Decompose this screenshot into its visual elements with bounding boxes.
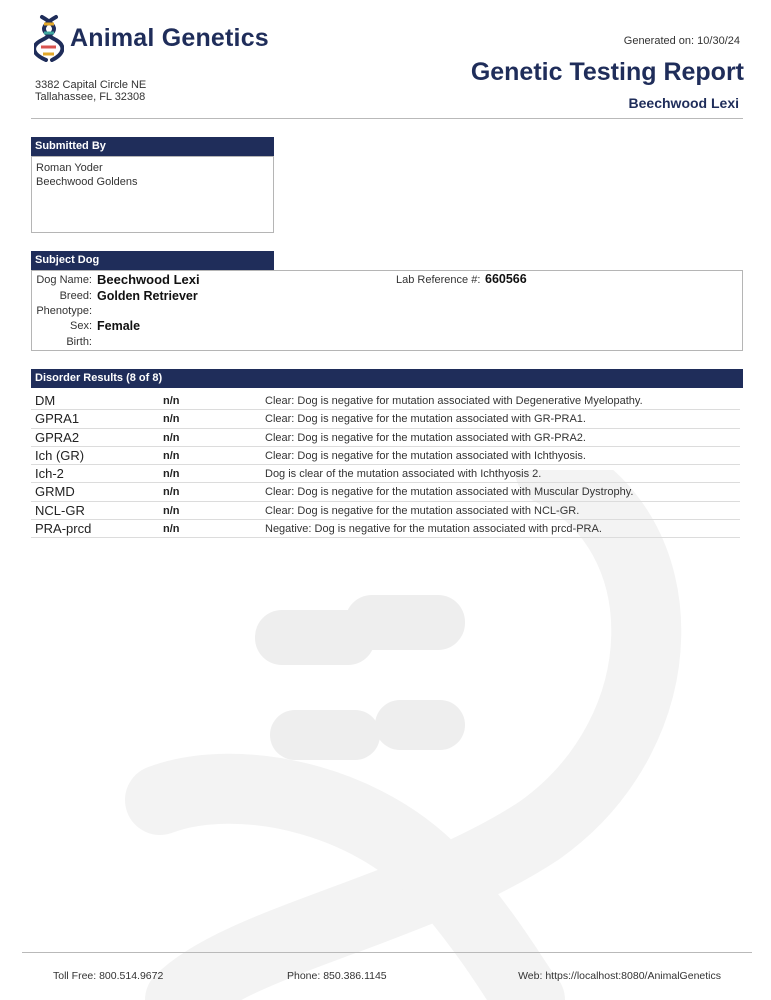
result-description: Clear: Dog is negative for the mutation associated with GR-PRA2. <box>265 431 586 444</box>
breed-value: Golden Retriever <box>97 289 198 303</box>
header-divider <box>31 118 743 119</box>
result-description: Clear: Dog is negative for the mutation associated with Ichthyosis. <box>265 449 586 462</box>
genotype: n/n <box>163 486 180 499</box>
subject-dog-header: Subject Dog <box>31 251 274 270</box>
lab-address <box>35 79 146 103</box>
generated-date <box>624 35 740 47</box>
submitter-name: Roman Yoder <box>36 162 103 174</box>
result-description: Dog is clear of the mutation associated with Ichthyosis 2. <box>265 468 542 480</box>
result-description: Clear: Dog is negative for the mutation associated with Muscular Dystrophy. <box>265 486 634 499</box>
genotype: n/n <box>163 522 180 535</box>
dog-name-label: Dog Name: <box>36 274 92 286</box>
phenotype-label: Phenotype: <box>36 305 92 317</box>
result-description: Clear: Dog is negative for mutation associated with Degenerative Myelopathy. <box>265 395 643 407</box>
dog-name-value: Beechwood Lexi <box>97 272 200 287</box>
brand-logo <box>34 14 269 62</box>
breed-label: Breed: <box>59 290 92 302</box>
sex-value: Female <box>97 319 141 333</box>
address-line-1: 3382 Capital Circle NE <box>35 79 147 91</box>
disorder-code: Ich (GR) <box>35 447 85 463</box>
disorder-code: NCL-GR <box>35 502 85 518</box>
result-description: Clear: Dog is negative for the mutation associated with NCL-GR. <box>265 504 580 517</box>
disorder-code: PRA-prcd <box>35 520 92 536</box>
birth-label: Birth: <box>66 336 92 348</box>
footer-toll-free: Toll Free: 800.514.9672 <box>53 970 164 982</box>
result-description: Negative: Dog is negative for the mutation associated with prcd-PRA. <box>265 522 602 535</box>
disorder-code: DM <box>35 393 56 408</box>
generated-value: 10/30/24 <box>697 35 740 47</box>
table-row <box>31 429 740 447</box>
submitter-kennel: Beechwood Goldens <box>36 176 138 188</box>
table-row <box>31 502 740 520</box>
lab-reference-value: 660566 <box>485 272 527 286</box>
footer-phone: Phone: 850.386.1145 <box>287 970 387 982</box>
genotype: n/n <box>163 431 180 444</box>
footer-web-link[interactable]: Web: https://localhost:8080/AnimalGenetics <box>518 970 721 982</box>
table-row <box>31 520 740 538</box>
disorder-code: GRMD <box>35 484 75 500</box>
footer-divider <box>22 952 752 953</box>
genotype: n/n <box>163 504 180 517</box>
dna-helix-icon <box>34 14 64 62</box>
disorder-results-header: Disorder Results (8 of 8) <box>31 369 743 388</box>
table-row <box>31 465 740 483</box>
generated-label: Generated on: <box>623 35 695 47</box>
report-dog-name: Beechwood Lexi <box>628 95 739 111</box>
disorder-code: GPRA2 <box>35 429 80 445</box>
result-description: Clear: Dog is negative for the mutation associated with GR-PRA1. <box>265 413 586 426</box>
disorder-results-table <box>31 392 740 538</box>
table-row <box>31 483 740 501</box>
genotype: n/n <box>163 468 180 480</box>
disorder-code: GPRA1 <box>35 411 80 427</box>
table-row <box>31 392 740 410</box>
report-title: Genetic Testing Report <box>470 58 744 86</box>
genotype: n/n <box>163 395 180 407</box>
table-row <box>31 447 740 465</box>
sex-label: Sex: <box>69 320 92 332</box>
address-line-2: Tallahassee, FL 32308 <box>35 91 146 103</box>
submitted-by-header: Submitted By <box>31 137 274 156</box>
watermark-helix <box>120 470 760 1000</box>
brand-name: Animal Genetics <box>70 23 269 52</box>
genotype: n/n <box>163 413 180 426</box>
lab-reference-label: Lab Reference #: <box>396 274 481 286</box>
genotype: n/n <box>163 449 180 462</box>
disorder-code: Ich-2 <box>35 466 64 481</box>
table-row <box>31 410 740 428</box>
